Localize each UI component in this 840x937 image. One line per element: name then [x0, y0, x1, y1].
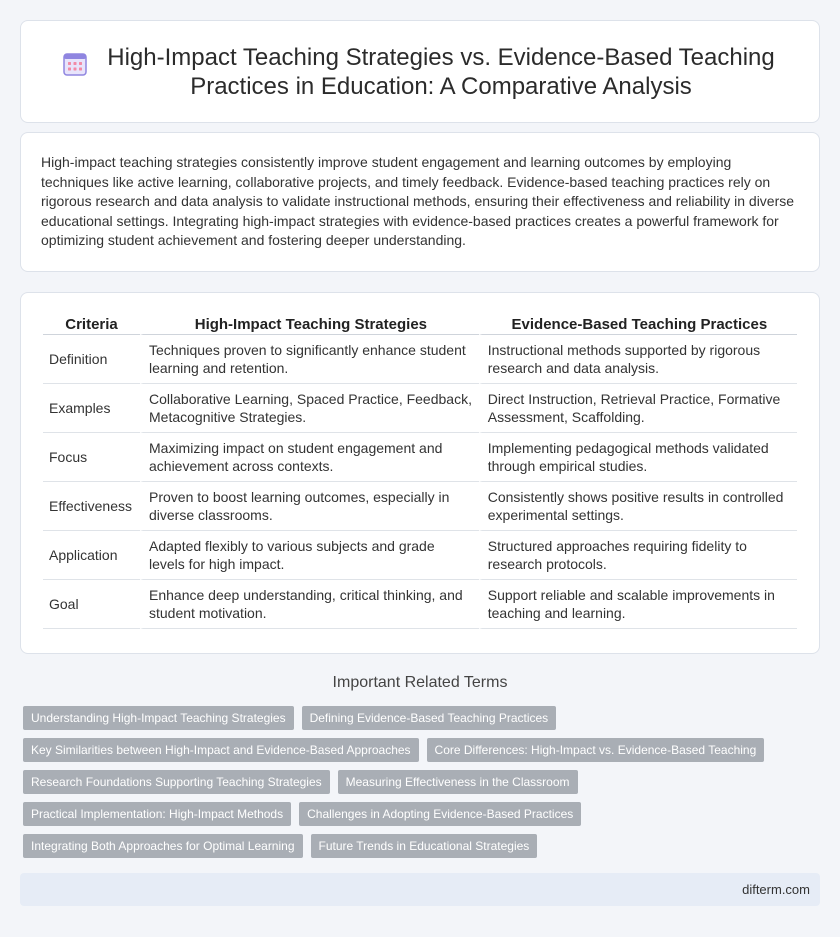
row-evidence-based: Implementing pedagogical methods validated through empirical studies.	[479, 433, 797, 482]
row-high-impact: Collaborative Learning, Spaced Practice, Feedback, Metacognitive Strategies.	[140, 384, 479, 433]
related-term-tag[interactable]: Measuring Effectiveness in the Classroom	[338, 770, 578, 794]
row-high-impact: Enhance deep understanding, critical thinking, and student motivation.	[140, 580, 479, 629]
row-high-impact: Maximizing impact on student engagement and achievement across contexts.	[140, 433, 479, 482]
table-row	[43, 482, 797, 531]
title-wrap	[61, 43, 779, 101]
tag-row	[23, 770, 823, 794]
row-evidence-based: Direct Instruction, Retrieval Practice, Formative Assessment, Scaffolding.	[479, 384, 797, 433]
row-criteria: Definition	[43, 335, 140, 384]
related-term-tag[interactable]: Integrating Both Approaches for Optimal Learning	[23, 834, 303, 858]
row-criteria: Goal	[43, 580, 140, 629]
footer	[20, 873, 820, 906]
header-evidence-based: Evidence-Based Teaching Practices	[479, 313, 797, 335]
related-term-tag[interactable]: Challenges in Adopting Evidence-Based Practices	[299, 802, 581, 826]
row-criteria: Focus	[43, 433, 140, 482]
row-high-impact: Proven to boost learning outcomes, especially in diverse classrooms.	[140, 482, 479, 531]
header-criteria: Criteria	[43, 313, 140, 335]
tag-row	[23, 738, 823, 762]
table-row	[43, 531, 797, 580]
intro-text: High-impact teaching strategies consistently improve student engagement and learning outcomes by employing techniques like active learning, collaborative projects, and timely feedback. Evidence-based teaching practices rely on rigorous research and data analysis to validate instructional methods, ensuring their effectiveness and reliability in diverse educational settings. Integrating high-impact strategies with evidence-based practices creates a powerful framework for optimizing student achievement and fostering deeper understanding.	[41, 154, 795, 248]
related-term-tag[interactable]: Practical Implementation: High-Impact Methods	[23, 802, 291, 826]
title-card	[20, 20, 820, 123]
row-high-impact: Adapted flexibly to various subjects and grade levels for high impact.	[140, 531, 479, 580]
intro-card	[20, 132, 820, 272]
row-evidence-based: Structured approaches requiring fidelity to research protocols.	[479, 531, 797, 580]
table-header-row	[43, 313, 797, 335]
row-criteria: Application	[43, 531, 140, 580]
row-evidence-based: Support reliable and scalable improvements in teaching and learning.	[479, 580, 797, 629]
related-terms-heading: Important Related Terms	[332, 674, 508, 691]
related-term-tag[interactable]: Core Differences: High-Impact vs. Evidence-Based Teaching	[427, 738, 765, 762]
related-terms-list	[23, 706, 823, 866]
row-criteria: Effectiveness	[43, 482, 140, 531]
related-term-tag[interactable]: Defining Evidence-Based Teaching Practices	[302, 706, 557, 730]
page-title: High-Impact Teaching Strategies vs. Evidence-Based Teaching Practices in Education: A Comparative Analysis	[107, 43, 775, 100]
tag-row	[23, 706, 823, 730]
header-high-impact: High-Impact Teaching Strategies	[140, 313, 479, 335]
tag-row	[23, 834, 823, 858]
row-evidence-based: Consistently shows positive results in controlled experimental settings.	[479, 482, 797, 531]
row-criteria: Examples	[43, 384, 140, 433]
tag-row	[23, 802, 823, 826]
comparison-table-card	[20, 292, 820, 654]
row-evidence-based: Instructional methods supported by rigorous research and data analysis.	[479, 335, 797, 384]
table-row	[43, 335, 797, 384]
related-term-tag[interactable]: Research Foundations Supporting Teaching Strategies	[23, 770, 330, 794]
comparison-table	[43, 313, 797, 629]
row-high-impact: Techniques proven to significantly enhance student learning and retention.	[140, 335, 479, 384]
table-row	[43, 384, 797, 433]
table-row	[43, 580, 797, 629]
footer-site-link[interactable]: difterm.com	[742, 882, 810, 897]
calendar-grid-icon	[61, 50, 89, 78]
table-row	[43, 433, 797, 482]
related-term-tag[interactable]: Future Trends in Educational Strategies	[311, 834, 538, 858]
related-term-tag[interactable]: Understanding High-Impact Teaching Strategies	[23, 706, 294, 730]
related-term-tag[interactable]: Key Similarities between High-Impact and Evidence-Based Approaches	[23, 738, 419, 762]
